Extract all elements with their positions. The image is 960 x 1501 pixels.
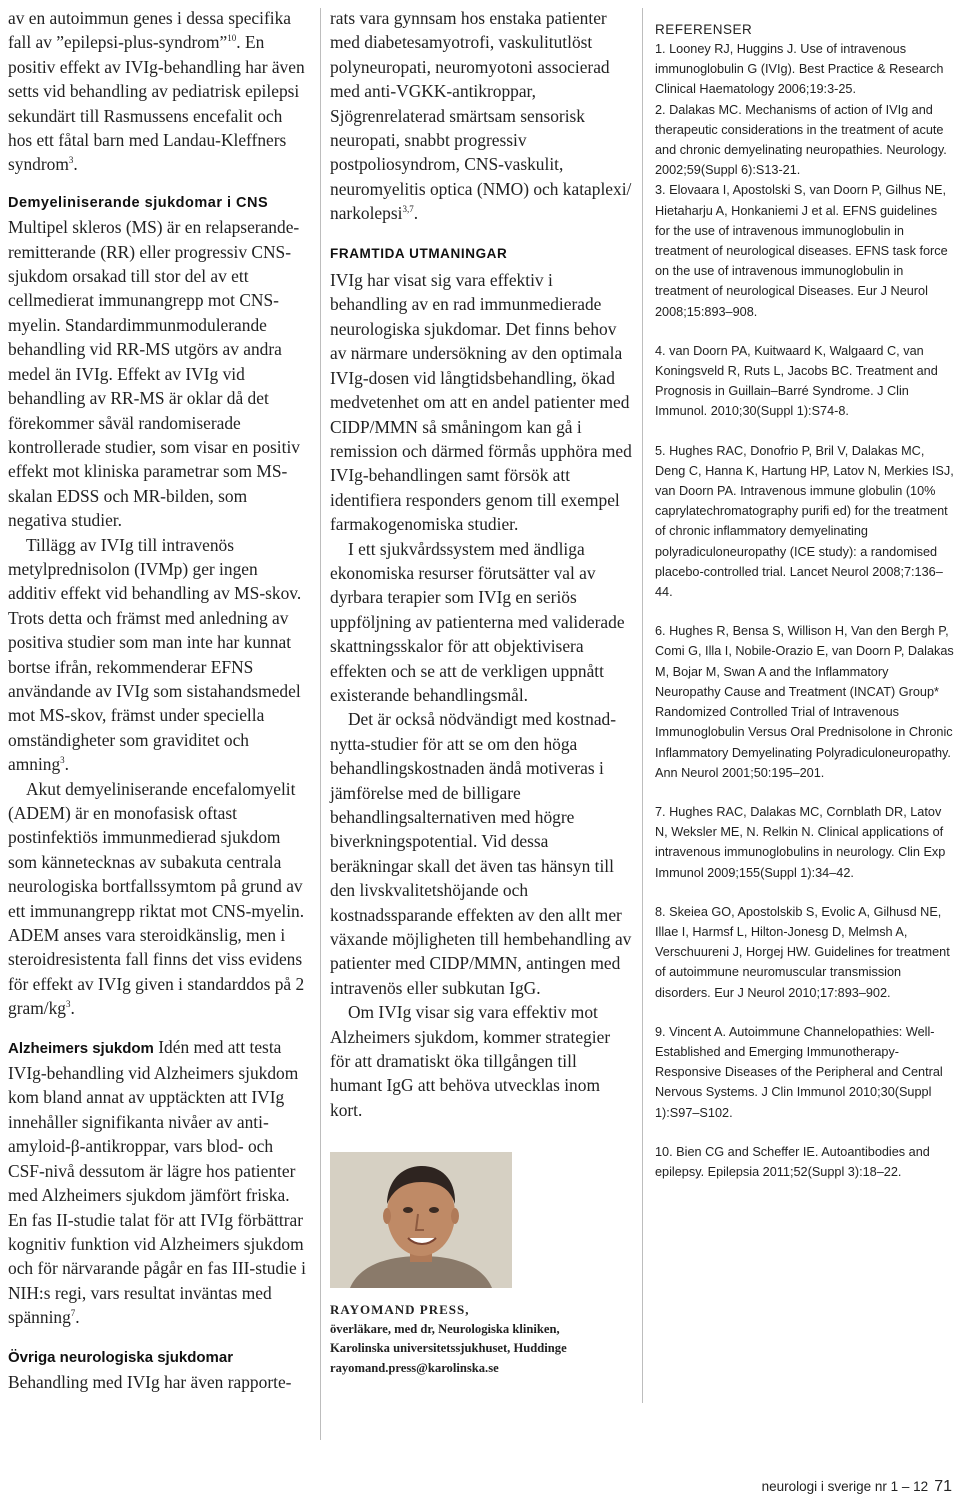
text: . <box>64 754 70 775</box>
column-divider <box>642 8 643 1403</box>
text: . <box>70 998 75 1019</box>
reference-item: 2. Dalakas MC. Mechanisms of action of IVIg and therapeutic considerations in the treatment of acute and chronic demyelinating neuropathies. Neurology. 2002;59(Suppl 6):S13-21. <box>655 102 947 178</box>
text: . <box>413 203 419 224</box>
paragraph-other <box>8 1344 310 1395</box>
paragraph-future-2: I ett sjukvårdssystem med ändliga ekonomiska resurser förutsätter val av dyrbara terapier som IVIg en seriös uppföljning av patienterna med validerade skattningsskalor för att objektivisera effekten och se att de verkligen uppnått existerande behandlingsmål. <box>330 538 625 705</box>
paragraph-ivmp <box>8 533 310 777</box>
author-name: RAYOMAND PRESS, <box>330 1302 470 1317</box>
author-byline <box>330 1300 630 1378</box>
text: . <box>75 1307 80 1328</box>
author-email[interactable]: rayomand.press@karolinska.se <box>330 1360 499 1375</box>
reference-item: 5. Hughes RAC, Donofrio P, Bril V, Dalakas MC, Deng C, Hanna K, Hartung HP, Latov N, Merkies ISJ, van Doorn PA. Intravenous immune globulin (10% caprylatechromatography purifi ed) for the treatment of chronic inflammatory demyelinating polyradiculoneuropathy (ICE study): a randomised placebo-controlled trial. Lancet Neurol 2008;7:136–44. <box>655 443 954 600</box>
paragraph-adem <box>8 777 310 1021</box>
citation: 3 <box>68 155 74 166</box>
text: rats vara gynnsam hos enstaka patienter med diabetesamyotrofi, vaskulitutlöst polyneuropati, neuromyotoni associerad med anti-VGKK-antikroppar, Sjögrenrelaterad smärtsam sensorisk neuropati, snabbt progressiv postpoliosyndrom, CNS-vaskulit, neuromyelitis optica (NMO) och kataplexi/ narkolepsi <box>330 8 632 224</box>
text: Behandling med IVIg har även rapporte- <box>8 1371 292 1392</box>
paragraph-intro <box>8 6 310 177</box>
text: . En positiv effekt av IVIg-behandling har även setts vid behandling av pediatrisk epilepsi sekundärt till Rasmussens encefalit och hos ett fåtal barn med Landau-Kleffners syndrom <box>8 32 305 175</box>
reference-item: 8. Skeiea GO, Apostolskib S, Evolic A, Gilhusd NE, Illae I, Harmsf L, Hilton-Jonesg D, Melmsh A, Verschuureni J, Horgej HW. Guidelines for treatment of autoimmune neuromuscular transmission disorders. Eur J Neurol 2010;17:893–902. <box>655 904 950 1000</box>
column-divider <box>320 8 321 1440</box>
reference-item: 6. Hughes R, Bensa S, Willison H, Van den Bergh P, Comi G, Illa I, Nobile-Orazio E, van Doorn P, Dalakas M, Bojar M, Swan A and the Inflammatory Neuropathy Cause and Treatment (INCAT) Group* Randomized Controlled Trial of Intravenous Immunoglobulin Versus Oral Prednisolone in Chronic Inflammatory Demyelinating Polyradiculoneuropathy. Ann Neurol 2001;50:195–201. <box>655 624 954 780</box>
reference-item: 4. van Doorn PA, Kuitwaard K, Walgaard C, van Koningsveld R, Ruts L, Jacobs BC. Treatment and Prognosis in Guillain–Barré Syndrome. J Clin Immunol. 2010;30(Suppl 1):S74-8. <box>655 343 938 419</box>
section-heading-other: Övriga neurologiska sjukdomar <box>8 1348 234 1366</box>
reference-item: 7. Hughes RAC, Dalakas MC, Cornblath DR, Latov N, Weksler ME, N. Relkin N. Clinical applications of intravenous immunoglobulins in neurology. Clin Exp Immunol 2009;155(Suppl 1):34–42. <box>655 804 946 880</box>
citation: 10 <box>227 33 237 44</box>
citation: 7 <box>70 1308 76 1319</box>
paragraph-future-3: Det är också nödvändigt med kostnad-nytta-studier för att se om den höga behandlingskostnaden ändå motiveras i jämförelse med de billigare behandlingsalternativen med högre biverkningspotential. Vid dessa beräkningar skall det även tas hänsyn till den livskvalitetshöjande och kostnadssparande effekten av den allt mer växande möjligheten till hembehandling av patienter med CIDP/MMN, antingen med intravenös eller subkutan IgG. <box>330 709 632 998</box>
column-1 <box>8 6 310 1394</box>
author-title: överläkare, med dr, Neurologiska kliniken, <box>330 1321 560 1336</box>
reference-item: 3. Elovaara I, Apostolski S, van Doorn P, Gilhus NE, Hietaharju A, Honkaniemi J et al. EFNS guidelines for the use of intravenous immunoglobulin in treatment of neurological diseases. EFNS task force on the use of intravenous immunoglobulin in treatment of neurological Diseases. Eur J Neurol 2008;15:893–908. <box>655 183 948 319</box>
paragraph-future-1: IVIg har visat sig vara effektiv i behandling av en rad immunmedierade neurologiska sjukdomar. Det finns behov av närmare undersökning av den optimala IVIg-dosen vid långtidsbehandling, ökad medvetenhet om att en andel patienter med CIDP/MMN så småningom kan gå i remission och därmed förmås upphöra med IVIg-behandlingen samt försök att identifiera responders genom till exempel farmakogenomiska studier. <box>330 270 632 535</box>
paragraph-ms: Multipel skleros (MS) är en relapserande-remitterande (RR) eller progressiv CNS-sjukdom orsakad till stor del av ett cellmedierat immunangrepp mot CNS-myelin. Standardimmunmodulerande behandling vid RR-MS utgörs av andra medel än IVIg. Effekt av IVIg vid behandling av RR-MS är oklar då det förekommer såväl randomiserade kontrollerade studier, som visar en positiv effekt mot kliniska parametrar som MS-skalan EDSS och MR-bilden, som negativa studier. <box>8 217 300 531</box>
reference-item: 9. Vincent A. Autoimmune Channelopathies: Well-Established and Emerging Immunotherapy-Responsive Diseases of the Peripheral and Central Nervous Systems. J Clin Immunol 2010;30(Suppl 1):S97–S102. <box>655 1024 943 1120</box>
page-number: 71 <box>934 1478 952 1495</box>
section-heading-future: FRAMTIDA UTMANINGAR <box>330 245 508 261</box>
citation: 3 <box>65 999 71 1010</box>
paragraph-continued <box>330 6 633 226</box>
author-portrait-image <box>330 1152 512 1288</box>
section-heading-alzheimers: Alzheimers sjukdom <box>8 1039 154 1057</box>
text: Tillägg av IVIg till intravenös metylprednisolon (IVMp) ger ingen additiv effekt vid behandling av MS-skov. Trots detta och främst med anledning av positiva studier som man inte har kunnat bortse ifrån, rekommenderar EFNS användande av IVIg som sistahandsmedel mot MS-skov, främst under speciella omständigheter som graviditet och amning <box>8 534 302 775</box>
author-affiliation: Karolinska universitetssjukhuset, Huddinge <box>330 1341 567 1355</box>
page-footer <box>762 1478 952 1496</box>
references-heading: REFERENSER <box>655 22 753 37</box>
reference-item: 1. Looney RJ, Huggins J. Use of intravenous immunoglobulin G (IVIg). Best Practice & Research Clinical Haematology 2006;19:3-25. <box>655 42 944 97</box>
references-column <box>655 22 955 1182</box>
text: Idén med att testa IVIg-behandling vid Alzheimers sjukdom kom bland annat av upptäckten att IVIg innehåller signifikanta nivåer av anti-amyloid-β-antikroppar, vars blod- och CSF-nivå dessutom är lägre hos patienter med Alzheimers sjukdom jämfört friska. En fas II-studie talat för att IVIg förbättrar kognitiv funktion vid Alzheimers sjukdom och för närvarande pågår en fas III-studie i NIH:s regi, vars resultat inväntas med spänning <box>8 1036 306 1328</box>
section-heading-cns: Demyeliniserande sjukdomar i CNS <box>8 194 269 211</box>
journal-name: neurologi i sverige nr 1 – 12 <box>761 1479 929 1494</box>
text: Akut demyeliniserande encefalomyelit (ADEM) är en monofasisk oftast postinfektiös immunmedierad sjukdom som kännetecknas av subakuta centrala neurologiska bortfallssymtom på grund av ett immunangrepp riktat mot CNS-myelin. ADEM anses vara steroidkänslig, men i steroidresistenta fall finns det viss evidens för effekt av IVIg given i standarddos på 2 gram/kg <box>8 778 305 1019</box>
citation: 3 <box>60 755 65 766</box>
citation: 3,7 <box>402 204 414 215</box>
paragraph-future-4: Om IVIg visar sig vara effektiv mot Alzheimers sjukdom, kommer strategier för att dramatiskt öka tillgången till humant IgG att behöva utvecklas inom kort. <box>330 1002 611 1120</box>
text: . <box>73 154 78 175</box>
text: av en autoimmun genes i dessa specifika fall av ”epilepsi-plus-syndrom” <box>8 8 291 53</box>
paragraph-alzheimers <box>8 1035 310 1330</box>
reference-item: 10. Bien CG and Scheffer IE. Autoantibodies and epilepsy. Epilepsia 2011;52(Suppl 3):18–22. <box>655 1144 930 1179</box>
column-2 <box>330 6 633 1122</box>
author-photo <box>330 1152 512 1288</box>
